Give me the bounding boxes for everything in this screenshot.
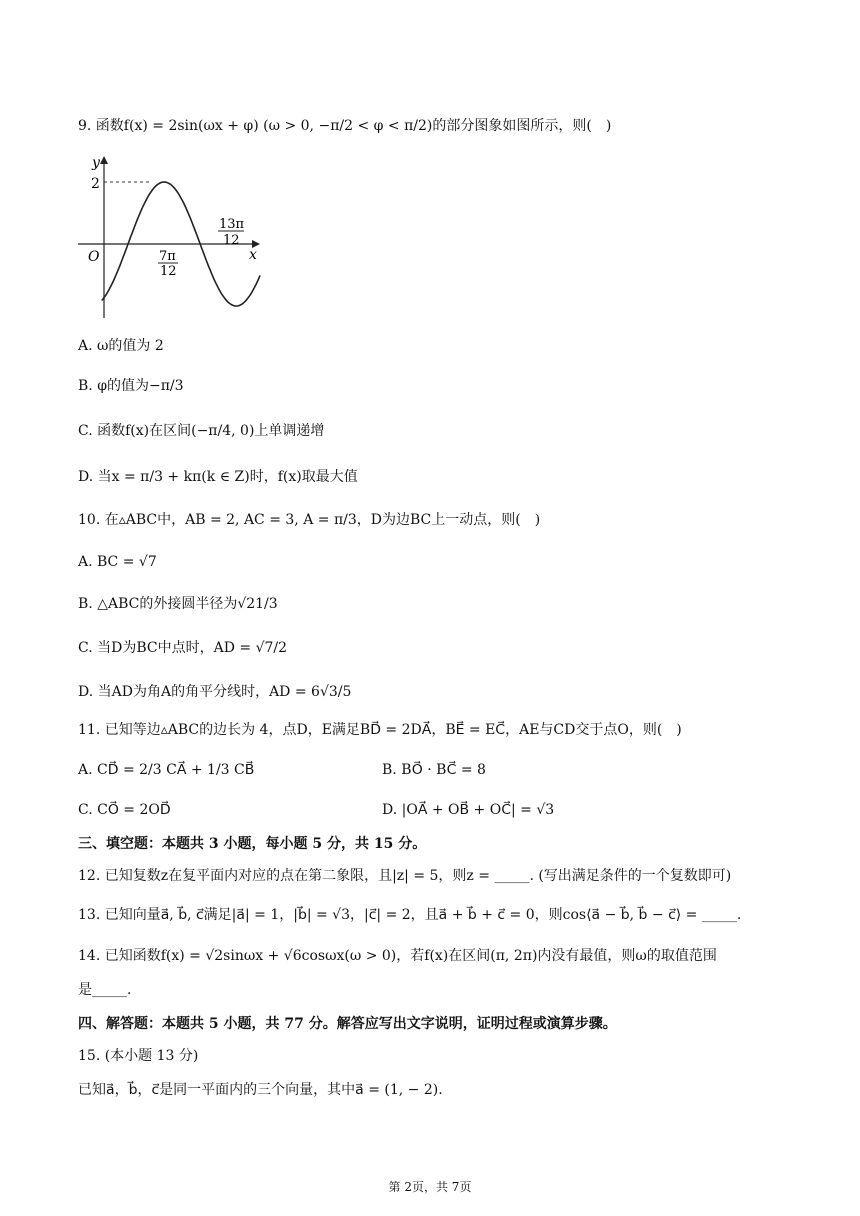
q13-text: 13. 已知向量a⃗, b⃗, c⃗满足|a⃗| = 1，|b⃗| = √3，|c⃗| = 2，且a⃗ + b⃗ + c⃗ = 0，则cos⟨a⃗ − b⃗, b⃗ − c⃗⟩ = _____.: [78, 907, 742, 923]
q11-option-d: D. |OA⃗ + OB⃗ + OC⃗| = √3: [382, 802, 555, 818]
x1-denominator: 12: [160, 264, 177, 279]
q10-option-c: C. 当D为BC中点时，AD = √7/2: [78, 640, 288, 656]
q9-option-c: C. 函数f(x)在区间(−π/4, 0)上单调递增: [78, 423, 325, 439]
q14-line-2: 是_____.: [78, 982, 132, 998]
x2-denominator: 12: [223, 233, 240, 248]
q10-option-d: D. 当AD为角A的角平分线时，AD = 6√3/5: [78, 684, 352, 700]
q9-option-a: A. ω的值为 2: [78, 338, 164, 354]
q9-stem: 9. 函数f(x) = 2sin(ωx + φ) (ω > 0, −π/2 < φ < π/2)的部分图象如图所示，则( ): [78, 118, 612, 134]
origin-label: O: [88, 249, 100, 265]
section-3-heading: 三、填空题：本题共 3 小题，每小题 5 分，共 15 分。: [78, 836, 427, 852]
q11-stem: 11. 已知等边▵ABC的边长为 4，点D，E满足BD⃗ = 2DA⃗，BE⃗ = EC⃗，AE与CD交于点O，则( ): [78, 722, 682, 738]
q15-heading: 15. (本小题 13 分): [78, 1048, 199, 1064]
x-axis-label: x: [249, 247, 257, 263]
y-axis-label: y: [92, 155, 100, 171]
q10-stem: 10. 在▵ABC中，AB = 2, AC = 3, A = π/3，D为边BC上一动点，则( ): [78, 512, 541, 528]
q12-text: 12. 已知复数z在复平面内对应的点在第二象限，且|z| = 5，则z = _____. (写出满足条件的一个复数即可): [78, 868, 732, 884]
x2-numerator: 13π: [219, 217, 245, 232]
y-max-label: 2: [91, 176, 100, 192]
q11-option-a: A. CD⃗ = 2/3 CA⃗ + 1/3 CB⃗: [78, 762, 255, 778]
section-4-heading: 四、解答题：本题共 5 小题，共 77 分。解答应写出文字说明，证明过程或演算步骤。: [78, 1016, 617, 1032]
q10-option-b: B. △ABC的外接圆半径为√21/3: [78, 596, 278, 612]
q9-option-d: D. 当x = π/3 + kπ(k ∈ Z)时，f(x)取最大值: [78, 469, 358, 485]
q14-line-1: 14. 已知函数f(x) = √2sinωx + √6cosωx(ω > 0)，若f(x)在区间(π, 2π)内没有最值，则ω的取值范围: [78, 948, 717, 964]
x1-numerator: 7π: [159, 249, 176, 264]
q15-body: 已知a⃗，b⃗，c⃗是同一平面内的三个向量，其中a⃗ = (1, − 2).: [78, 1082, 443, 1098]
q9-option-b: B. φ的值为−π/3: [78, 378, 184, 394]
q11-option-b: B. BO⃗ · BC⃗ = 8: [382, 762, 486, 778]
q11-option-c: C. CO⃗ = 2OD⃗: [78, 802, 171, 818]
q9-function-graph: [78, 152, 268, 322]
q10-option-a: A. BC = √7: [78, 554, 157, 570]
y-axis-arrow: [100, 156, 108, 164]
page-footer: 第 2页，共 7页: [388, 1180, 472, 1194]
